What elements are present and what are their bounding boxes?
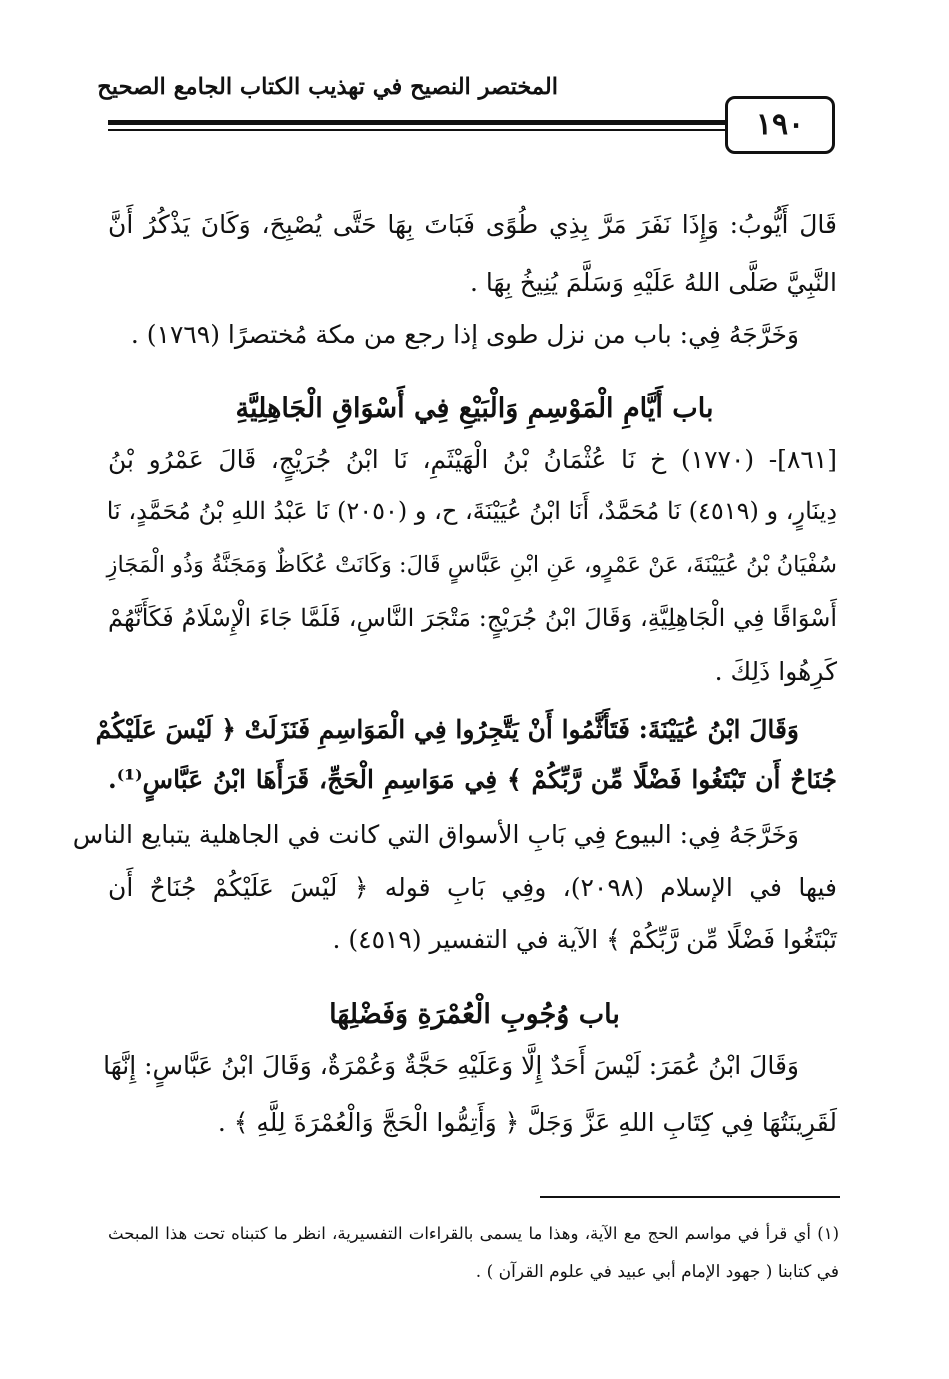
- text-line: وَخَرَّجَهُ فِي: باب من نزل طوى إذا رجع من مكة مُختصرًا (١٧٦٩) .: [130, 320, 799, 349]
- text-line: سُفْيَانُ بْنُ عُيَيْنَةَ، عَنْ عَمْرٍو، عَنِ ابْنِ عَبَّاسٍ قَالَ: وَكَانَتْ عُكَاظٌ وَمَجَنَّةُ وَذُو الْمَجَازِ: [106, 552, 837, 578]
- text-line: وَقَالَ ابْنُ عُمَرَ: لَيْسَ أَحَدٌ إِلَّا وَعَلَيْهِ حَجَّةٌ وَعُمْرَةٌ، وَقَالَ ابْنُ عَبَّاسٍ: إِنَّهَا: [103, 1051, 799, 1080]
- text-line: وَقَالَ ابْنُ عُيَيْنَةَ: فَتَأَثَّمُوا أَنْ يَتَّجِرُوا فِي الْمَوَاسِمِ فَنَزَلَتْ ﴿ لَيْسَ عَلَيْكُمْ: [95, 715, 799, 744]
- chapter-heading: باب وُجُوبِ الْعُمْرَةِ وَفَضْلِهَا: [329, 999, 620, 1030]
- text-line: وَخَرَّجَهُ فِي: البيوع فِي بَابِ الأسواق التي كانت في الجاهلية يتبايع الناس: [72, 820, 799, 849]
- text-line: قَالَ أَيُّوبُ: وَإِذَا نَفَرَ مَرَّ بِذِي طُوًى فَبَاتَ بِهَا حَتَّى يُصْبِحَ، وَكَانَ يَذْكُرُ أَنَّ: [108, 210, 837, 239]
- page-number: ١٩٠: [725, 96, 835, 154]
- text-line: [٨٦١]- (١٧٧٠) خ نَا عُثْمَانُ بْنُ الْهَيْثَمِ، نَا ابْنُ جُرَيْجٍ، قَالَ عَمْرُو بْنُ: [108, 445, 837, 474]
- chapter-heading: باب أَيَّامِ الْمَوْسِمِ وَالْبَيْعِ فِي أَسْوَاقِ الْجَاهِلِيَّةِ: [235, 393, 714, 424]
- text-line: كَرِهُوا ذَلِكَ .: [714, 657, 837, 686]
- text-line: فيها في الإسلام (٢٠٩٨)، وفِي بَابِ قوله ﴿ لَيْسَ عَلَيْكُمْ جُنَاحٌ أَن: [108, 873, 837, 902]
- text-line: جُنَاحٌ أَن تَبْتَغُوا فَضْلًا مِّن رَّبِّكُمْ ﴾ فِي مَوَاسِمِ الْحَجِّ، قَرَأَهَا ابْنُ عَبَّاسٍ⁽¹⁾.: [108, 765, 837, 794]
- footnote-rule: [540, 1196, 840, 1198]
- running-title: المختصر النصيح في تهذيب الكتاب الجامع الصحيح: [97, 74, 558, 100]
- text-line: دِينَارٍ، و (٤٥١٩) نَا مُحَمَّدٌ، أَنَا ابْنُ عُيَيْنَةَ، ح، و (٢٠٥٠) نَا عَبْدُ اللهِ بْنُ مُحَمَّدٍ، نَا: [106, 497, 837, 525]
- header-rule-thin: [108, 129, 728, 131]
- text-line: تَبْتَغُوا فَضْلًا مِّن رَّبِّكُمْ ﴾ الآية في التفسير (٤٥١٩) .: [332, 925, 837, 954]
- text-line: أَسْوَاقًا فِي الْجَاهِلِيَّةِ، وَقَالَ ابْنُ جُرَيْجٍ: مَتْجَرَ النَّاسِ، فَلَمَّا جَاءَ الْإِسْلَامُ فَكَأَنَّهُمْ: [108, 604, 837, 632]
- header-rule-thick: [108, 120, 728, 125]
- text-line: النَّبِيَّ صَلَّى اللهُ عَلَيْهِ وَسَلَّمَ يُنِيخُ بِهَا .: [469, 268, 837, 297]
- footnote-line: (١) أي قرأ في مواسم الحج مع الآية، وهذا ما يسمى بالقراءات التفسيرية، انظر ما كتبناه تحت هذا المبحث: [108, 1224, 839, 1243]
- footnote-line: في كتابنا ( جهود الإمام أبي عبيد في علوم القرآن ) .: [475, 1262, 839, 1282]
- text-line: لَقَرِينَتُهَا فِي كِتَابِ اللهِ عَزَّ وَجَلَّ ﴿ وَأَتِمُّوا الْحَجَّ وَالْعُمْرَةَ لِلَّهِ ﴾ .: [217, 1108, 837, 1137]
